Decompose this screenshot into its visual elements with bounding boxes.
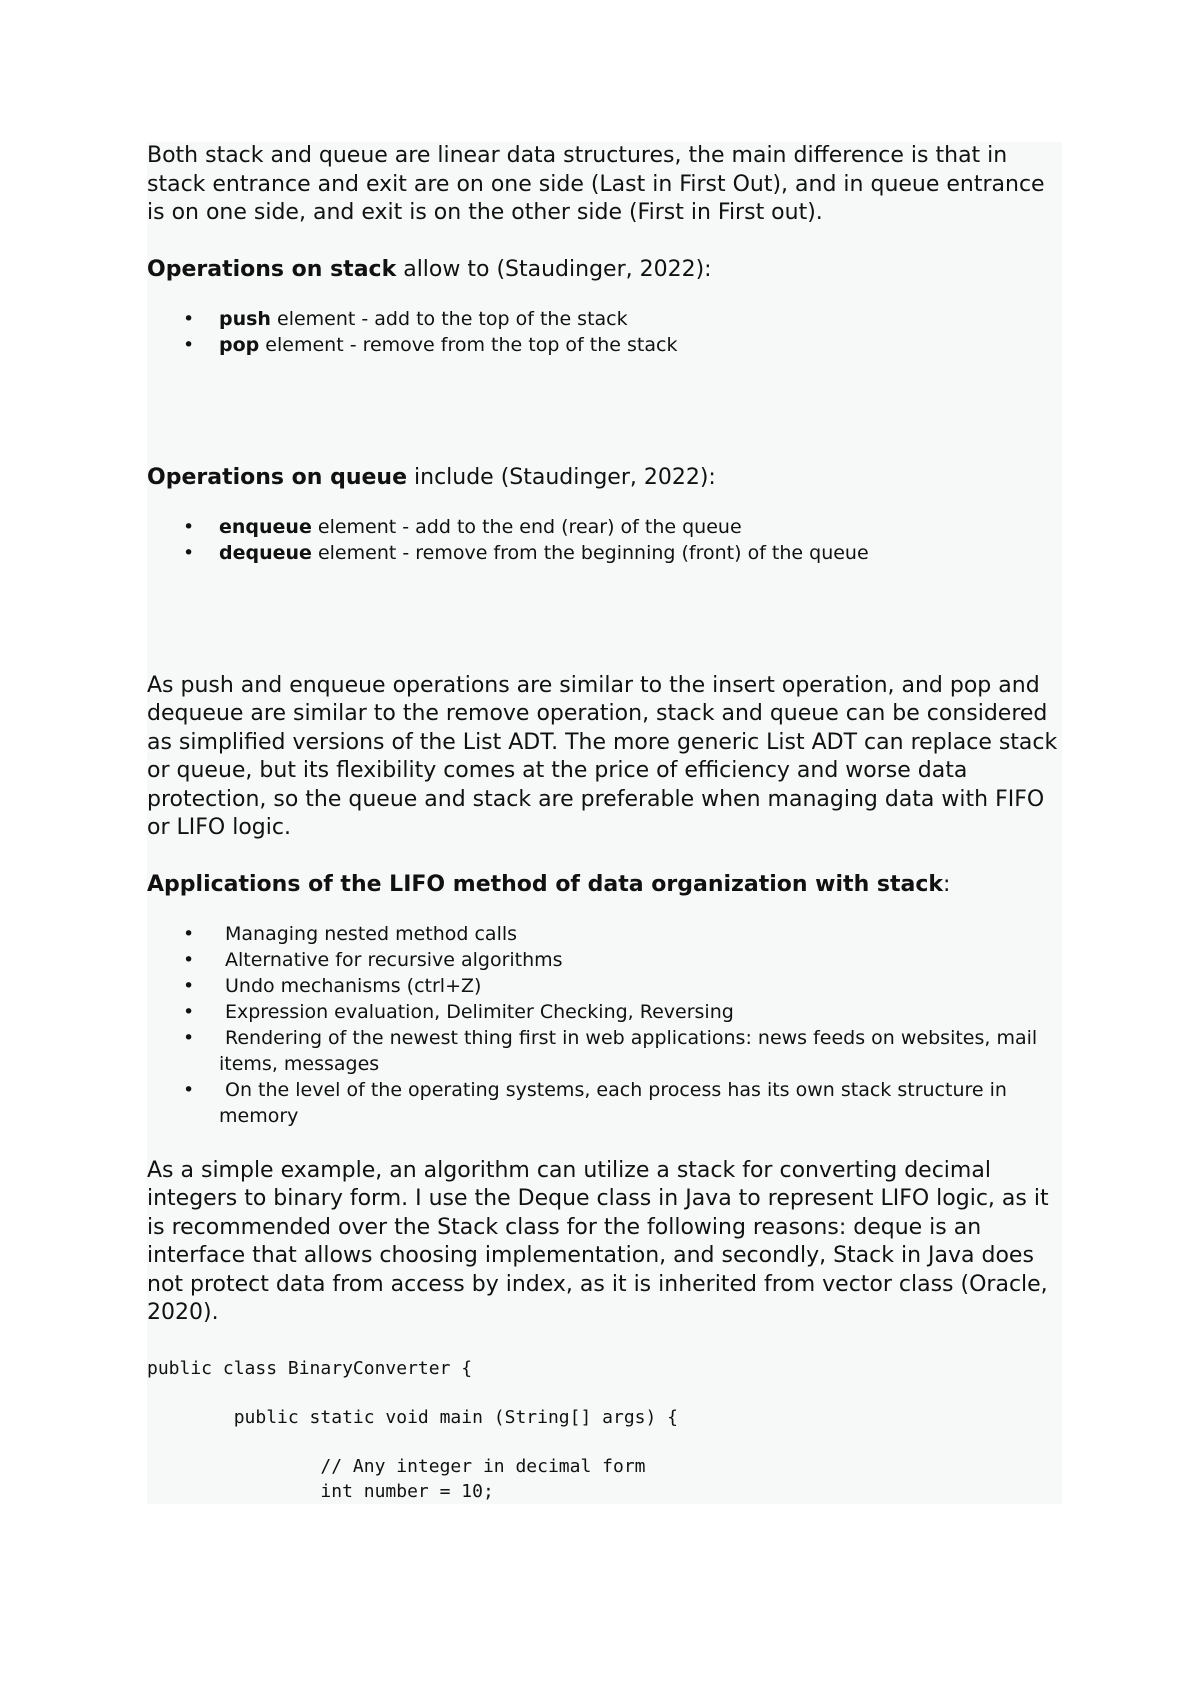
list-item	[147, 947, 1062, 973]
spacer	[147, 1129, 1062, 1157]
list-item	[147, 514, 1062, 540]
applications-heading	[147, 871, 1062, 899]
application-text: Expression evaluation, Delimiter Checking, Reversing	[225, 1000, 734, 1023]
stack-operations-list	[147, 306, 1062, 358]
bullet-icon: •	[183, 333, 195, 356]
document-body	[147, 142, 1062, 1504]
bullet-icon: •	[183, 307, 195, 330]
operation-name: push	[219, 307, 271, 330]
application-text: Managing nested method calls	[225, 922, 518, 945]
applications-heading-rest: :	[943, 871, 951, 897]
list-item	[147, 1077, 1062, 1129]
bullet-icon: •	[183, 1078, 195, 1101]
spacer	[147, 492, 1062, 514]
operation-name: enqueue	[219, 515, 312, 538]
stack-operations-heading	[147, 256, 1062, 284]
application-text: Alternative for recursive algorithms	[225, 948, 563, 971]
spacer	[147, 899, 1062, 921]
operation-desc: element - remove from the beginning (front) of the queue	[311, 541, 869, 564]
list-item	[147, 921, 1062, 947]
code-line: public class BinaryConverter {	[147, 1357, 473, 1379]
bullet-icon: •	[183, 1000, 195, 1023]
queue-heading-rest: include (Staudinger, 2022):	[407, 464, 716, 490]
bullet-icon: •	[183, 1026, 195, 1049]
list-item	[147, 306, 1062, 332]
code-line: int number = 10;	[147, 1480, 494, 1502]
operation-desc: element - remove from the top of the stack	[259, 333, 678, 356]
list-item	[147, 1025, 1062, 1077]
application-text: On the level of the operating systems, each process has its own stack structure in memory	[219, 1078, 1007, 1127]
code-block	[147, 1356, 1062, 1504]
operation-desc: element - add to the top of the stack	[270, 307, 628, 330]
bullet-icon: •	[183, 922, 195, 945]
spacer	[147, 843, 1062, 871]
list-item	[147, 973, 1062, 999]
applications-heading-bold: Applications of the LIFO method of data organization with stack	[147, 871, 944, 897]
bullet-icon: •	[183, 515, 195, 538]
queue-operations-heading	[147, 464, 1062, 492]
spacer	[147, 1328, 1062, 1356]
spacer	[147, 228, 1062, 256]
application-text: Rendering of the newest thing first in web applications: news feeds on websites, mail items, messages	[219, 1026, 1038, 1075]
intro-paragraph: Both stack and queue are linear data structures, the main difference is that in stack entrance and exit are on one side (Last in First Out), and in queue entrance is on one side, and exit is on the other side (First in First out).	[147, 142, 1062, 228]
applications-list	[147, 921, 1062, 1129]
list-item	[147, 999, 1062, 1025]
bullet-icon: •	[183, 541, 195, 564]
spacer	[147, 566, 1062, 672]
example-paragraph: As a simple example, an algorithm can utilize a stack for converting decimal integers to binary form. I use the Deque class in Java to represent LIFO logic, as it is recommended over the Stack class for the following reasons: deque is an interface that allows choosing implementation, and secondly, Stack in Java does not protect data from access by index, as it is inherited from vector class (Oracle, 2020).	[147, 1157, 1062, 1328]
list-item	[147, 540, 1062, 566]
list-item	[147, 332, 1062, 358]
stack-heading-bold: Operations on stack	[147, 256, 397, 282]
code-line: public static void main (String[] args) {	[147, 1406, 679, 1428]
code-line: // Any integer in decimal form	[147, 1455, 646, 1477]
bullet-icon: •	[183, 974, 195, 997]
operation-desc: element - add to the end (rear) of the queue	[311, 515, 742, 538]
stack-heading-rest: allow to (Staudinger, 2022):	[396, 256, 712, 282]
spacer	[147, 1430, 1062, 1454]
comparison-paragraph: As push and enqueue operations are similar to the insert operation, and pop and dequeue are similar to the remove operation, stack and queue can be considered as simplified versions of the List ADT. The more generic List ADT can replace stack or queue, but its flexibility comes at the price of efficiency and worse data protection, so the queue and stack are preferable when managing data with FIFO or LIFO logic.	[147, 672, 1062, 843]
bullet-icon: •	[183, 948, 195, 971]
spacer	[147, 284, 1062, 306]
spacer	[147, 358, 1062, 464]
application-text: Undo mechanisms (ctrl+Z)	[225, 974, 482, 997]
operation-name: pop	[219, 333, 260, 356]
spacer	[147, 1381, 1062, 1405]
queue-heading-bold: Operations on queue	[147, 464, 408, 490]
queue-operations-list	[147, 514, 1062, 566]
operation-name: dequeue	[219, 541, 312, 564]
